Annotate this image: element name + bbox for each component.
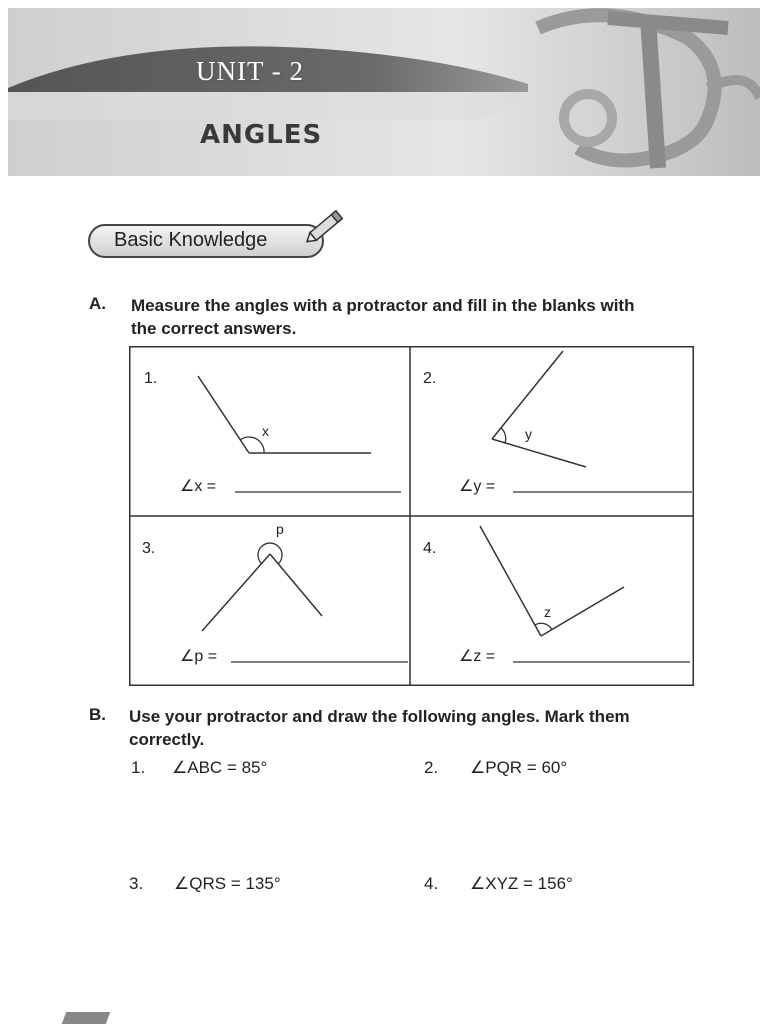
task-2-text: ∠PQR = 60°: [470, 758, 568, 777]
angle-x-figure: [198, 376, 371, 453]
answer-label-z: ∠z =: [459, 648, 496, 665]
task-2-number: 2.: [424, 758, 439, 777]
task-4-text: ∠XYZ = 156°: [470, 874, 573, 893]
angle-measure-grid: [129, 346, 694, 686]
basic-knowledge-label: Basic Knowledge: [114, 229, 268, 251]
task-1-number: 1.: [131, 758, 146, 777]
chapter-title: ANGLES: [200, 120, 323, 150]
pencil-icon: [300, 204, 352, 255]
section-a-letter: A.: [89, 294, 106, 313]
section-b-instruction-line1: Use your protractor and draw the following angles. Mark them: [129, 707, 630, 726]
task-3-text: ∠QRS = 135°: [174, 874, 281, 893]
angle-p-figure: [202, 543, 322, 631]
section-a-instruction-line1: Measure the angles with a protractor and fill in the blanks with: [131, 296, 635, 315]
answer-label-p: ∠p =: [180, 648, 218, 665]
unit-title: UNIT - 2: [196, 56, 304, 86]
angle-z-label: z: [544, 604, 551, 620]
task-3-number: 3.: [129, 874, 144, 893]
angle-x-label: x: [262, 423, 269, 439]
item-3-number: 3.: [142, 540, 156, 557]
task-1-text: ∠ABC = 85°: [172, 758, 268, 777]
answer-label-y: ∠y =: [459, 478, 496, 495]
page-number-tab: [62, 1012, 110, 1024]
angle-z-figure: [480, 526, 624, 636]
angle-y-label: y: [525, 426, 532, 442]
header-banner: [8, 8, 760, 176]
item-2-number: 2.: [423, 370, 437, 387]
item-1-number: 1.: [144, 370, 158, 387]
section-b-instruction-line2: correctly.: [129, 730, 205, 749]
angle-p-label: p: [276, 521, 284, 537]
section-b-letter: B.: [89, 705, 106, 724]
answer-label-x: ∠x =: [180, 478, 217, 495]
task-4-number: 4.: [424, 874, 439, 893]
section-a-instruction-line2: the correct answers.: [131, 319, 297, 338]
angle-y-figure: [492, 351, 586, 467]
item-4-number: 4.: [423, 540, 437, 557]
